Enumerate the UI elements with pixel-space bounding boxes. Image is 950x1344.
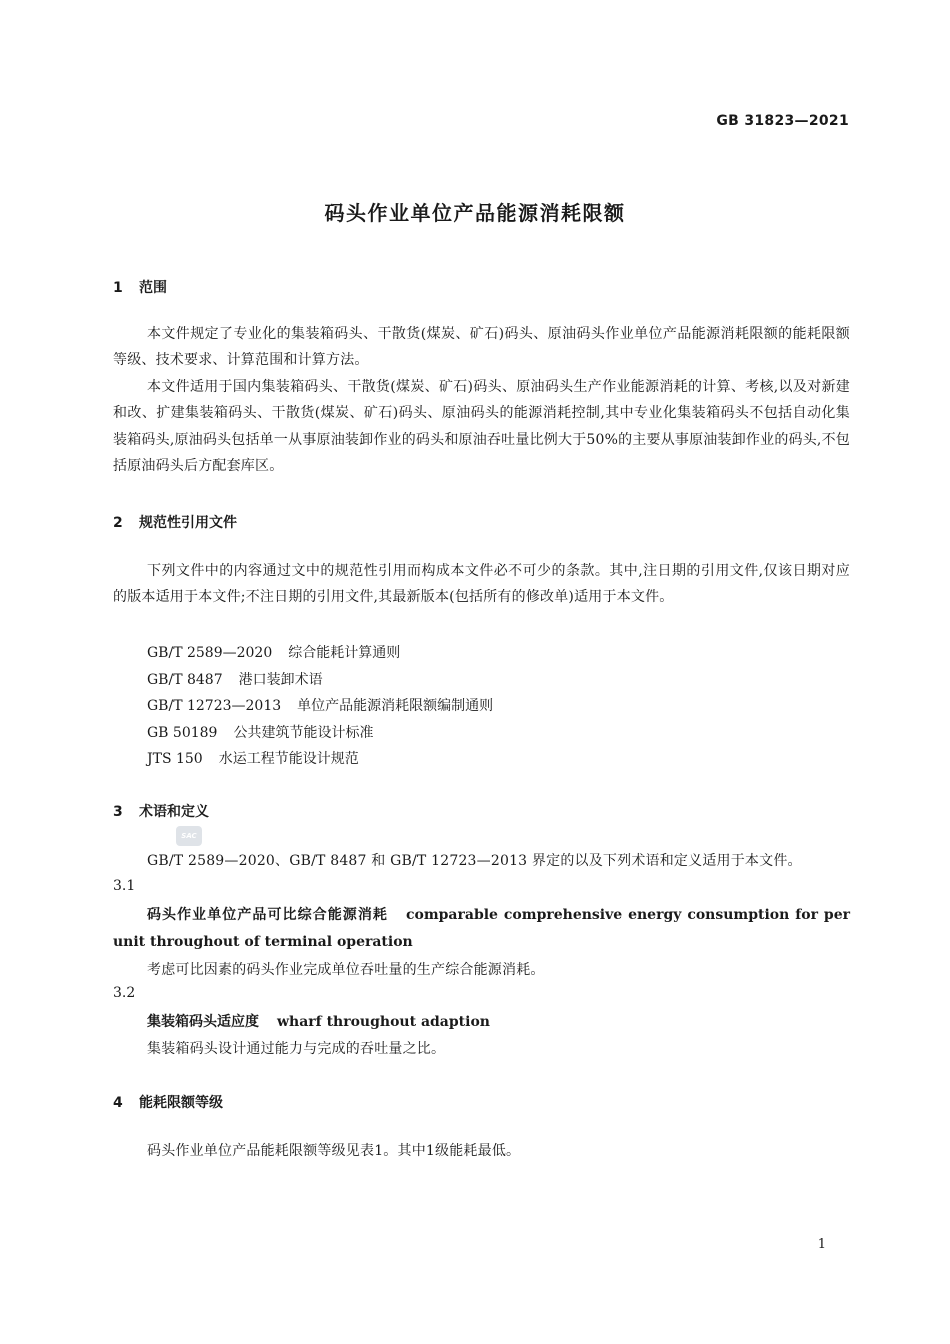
reference-name: 单位产品能源消耗限额编制通则 — [297, 698, 494, 714]
term-chinese: 集装箱码头适应度 — [147, 1014, 259, 1030]
section-2-paragraph-1: 下列文件中的内容通过文中的规范性引用而构成本文件必不可少的条款。其中,注日期的引用文件,仅该日期对应的版本适用于本文件;不注日期的引用文件,其最新版本(包括所有的修改单)适用于本文件。 — [113, 563, 850, 606]
reference-name: 港口装卸术语 — [238, 672, 323, 688]
standard-number: GB 31823—2021 — [716, 113, 849, 129]
term-entry — [113, 1009, 850, 1036]
section-4-paragraph-1: 码头作业单位产品能耗限额等级见表1。其中1级能耗最低。 — [147, 1143, 521, 1159]
page-number: 1 — [817, 1237, 826, 1252]
term-definition: 集装箱码头设计通过能力与完成的吞吐量之比。 — [147, 1041, 446, 1057]
section-number: 1 — [113, 280, 123, 296]
reference-item — [147, 748, 359, 768]
reference-code: GB/T 2589—2020 — [147, 645, 273, 661]
reference-item — [147, 722, 373, 742]
section-4-heading — [113, 1092, 223, 1112]
section-1-heading — [113, 277, 167, 297]
section-title: 能耗限额等级 — [139, 1095, 223, 1111]
term-english: wharf throughout adaption — [277, 1014, 490, 1030]
reference-item — [147, 695, 493, 715]
reference-code: JTS 150 — [147, 751, 203, 767]
reference-code: GB 50189 — [147, 725, 218, 741]
reference-name: 公共建筑节能设计标准 — [233, 725, 374, 741]
section-2-heading — [113, 512, 237, 532]
section-number: 2 — [113, 515, 123, 531]
clause-number: 3.2 — [113, 985, 136, 1001]
document-title: 码头作业单位产品能源消耗限额 — [324, 201, 626, 225]
clause-number: 3.1 — [113, 878, 136, 894]
section-title: 规范性引用文件 — [139, 515, 237, 531]
sac-watermark-logo: SAC — [176, 826, 202, 846]
term-english: comparable comprehensive energy consumption for per unit throughout of terminal operation — [113, 907, 851, 950]
reference-code: GB/T 12723—2013 — [147, 698, 282, 714]
term-chinese: 码头作业单位产品可比综合能源消耗 — [147, 907, 388, 923]
section-3-heading — [113, 801, 209, 821]
section-number: 4 — [113, 1095, 123, 1111]
section-number: 3 — [113, 804, 123, 820]
reference-item — [147, 642, 400, 662]
term-entry — [113, 902, 850, 956]
section-title: 术语和定义 — [139, 804, 209, 820]
term-definition: 考虑可比因素的码头作业完成单位吞吐量的生产综合能源消耗。 — [147, 962, 545, 978]
reference-name: 水运工程节能设计规范 — [218, 751, 359, 767]
reference-item — [147, 669, 323, 689]
section-1-paragraph-2: 本文件适用于国内集装箱码头、干散货(煤炭、矿石)码头、原油码头生产作业能源消耗的计算、考核,以及对新建和改、扩建集装箱码头、干散货(煤炭、矿石)码头、原油码头的能源消耗控制,其中专业化集装箱码头不包括自动化集装箱码头,原油码头包括单一从事原油装卸作业的码头和原油吞吐量比例大于50%的主要从事原油装卸作业的码头,不包括原油码头后方配套库区。 — [113, 379, 850, 474]
reference-name: 综合能耗计算通则 — [288, 645, 401, 661]
section-1-paragraph-1: 本文件规定了专业化的集装箱码头、干散货(煤炭、矿石)码头、原油码头作业单位产品能源消耗限额的能耗限额等级、技术要求、计算范围和计算方法。 — [113, 326, 850, 369]
section-3-paragraph-1: GB/T 2589—2020、GB/T 8487 和 GB/T 12723—2013 界定的以及下列术语和定义适用于本文件。 — [147, 853, 802, 869]
section-title: 范围 — [139, 280, 167, 296]
reference-code: GB/T 8487 — [147, 672, 223, 688]
